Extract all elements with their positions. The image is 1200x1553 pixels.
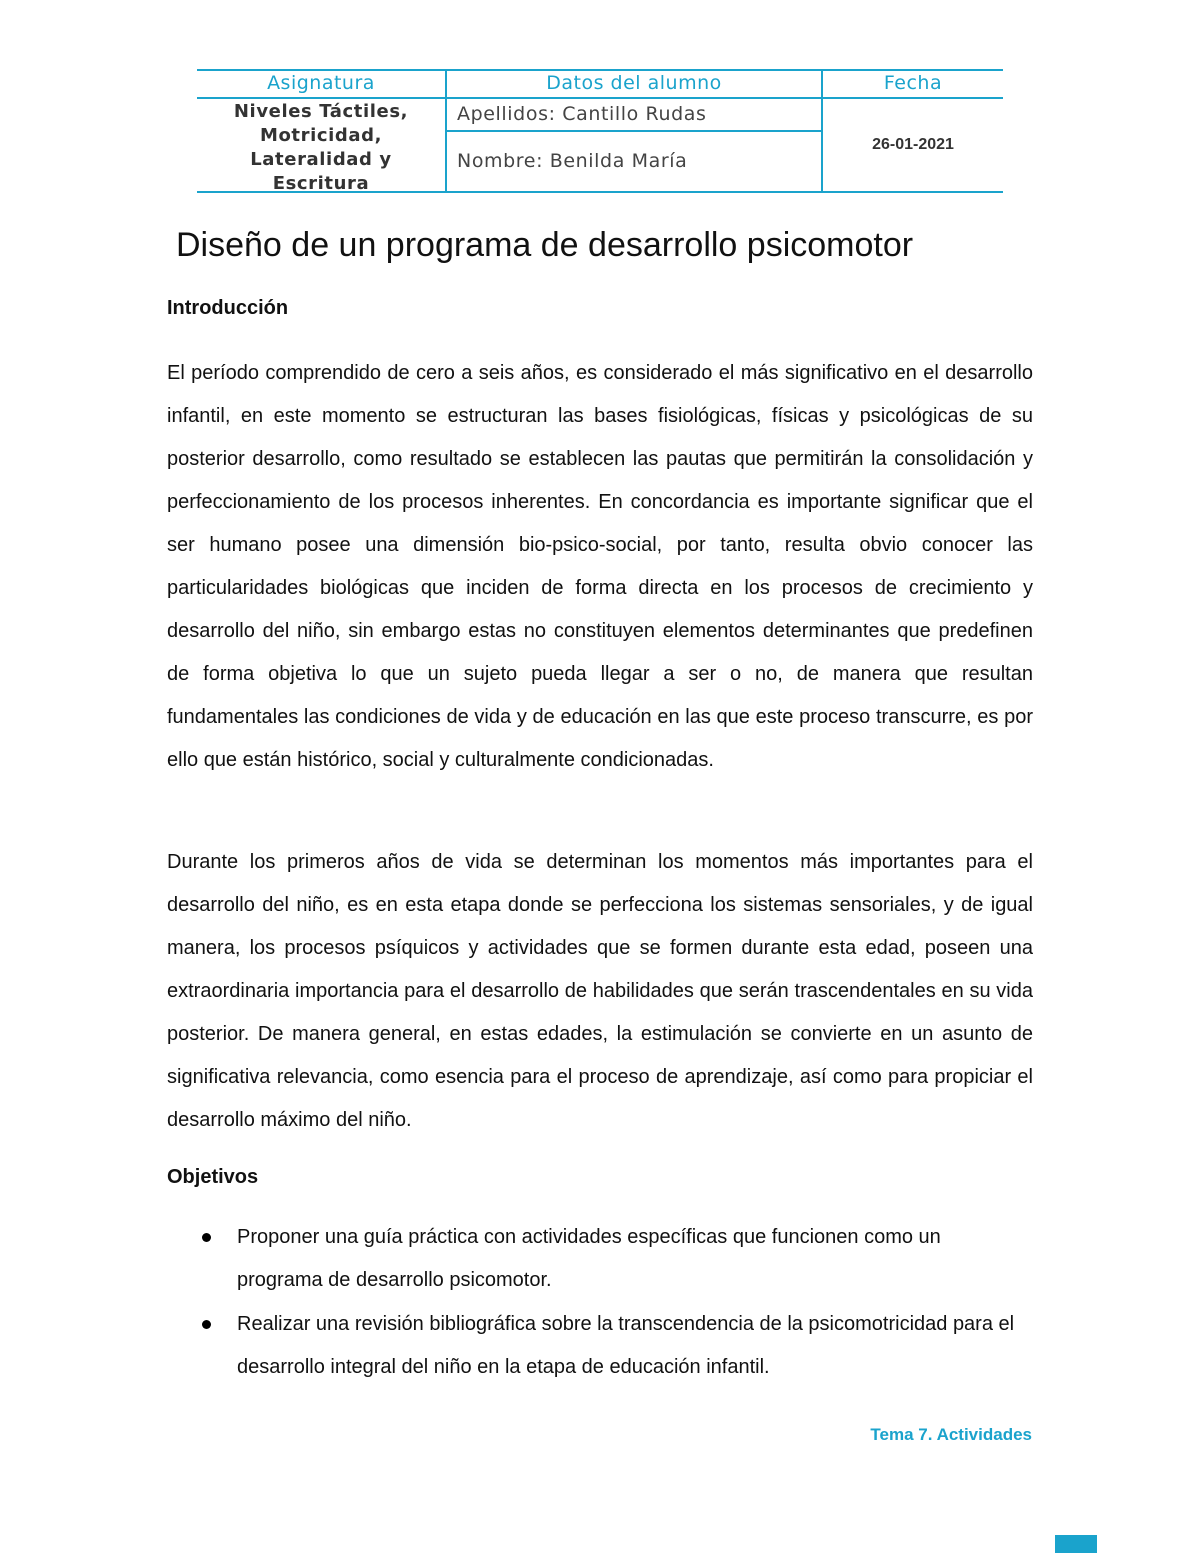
introduction-heading: Introducción <box>167 297 289 319</box>
list-item <box>200 1216 1020 1302</box>
table-header-divider <box>197 97 1003 99</box>
document-title: Diseño de un programa de desarrollo psicomotor <box>176 226 914 264</box>
objectives-list <box>200 1216 1020 1390</box>
student-name: Nombre: Benilda María <box>457 150 688 172</box>
list-item <box>200 1303 1020 1389</box>
objectives-heading: Objetivos <box>167 1166 259 1188</box>
page-number-tab <box>1055 1535 1097 1553</box>
table-student-divider <box>445 130 823 132</box>
subject-name <box>197 100 445 196</box>
column-header-student: Datos del alumno <box>546 72 722 94</box>
bullet-icon <box>202 1320 211 1329</box>
header-table <box>197 69 1003 193</box>
subject-line: Motricidad, <box>259 125 383 146</box>
subject-line: Escritura <box>272 173 370 194</box>
student-surname: Apellidos: Cantillo Rudas <box>457 103 707 125</box>
objective-text: Proponer una guía práctica con actividades específicas que funcionen como un programa de desarrollo psicomotor. <box>237 1226 941 1291</box>
subject-line: Niveles Táctiles, <box>233 101 409 122</box>
introduction-paragraph-1: El período comprendido de cero a seis años, es considerado el más significativo en el desarrollo infantil, en este momento se estructuran las bases fisiológicas, físicas y psicológicas de su posterior desarrollo, como resultado se establecen las pautas que permitirán la consolidación y perfeccionamiento de los procesos inherentes. En concordancia es importante significar que el ser humano posee una dimensión bio-psico-social, por tanto, resulta obvio conocer las particularidades biológicas que inciden de forma directa en los procesos de crecimiento y desarrollo del niño, sin embargo estas no constituyen elementos determinantes que predefinen de forma objetiva lo que un sujeto pueda llegar a ser o no, de manera que resultan fundamentales las condiciones de vida y de educación en las que este proceso transcurre, es por ello que están histórico, social y culturalmente condicionadas. <box>167 362 1033 771</box>
footer-topic-label: Tema 7. Actividades <box>870 1425 1032 1444</box>
submission-date: 26-01-2021 <box>872 136 954 153</box>
column-header-subject: Asignatura <box>267 72 375 94</box>
introduction-paragraph-2: Durante los primeros años de vida se determinan los momentos más importantes para el desarrollo del niño, es en esta etapa donde se perfecciona los sistemas sensoriales, y de igual manera, los procesos psíquicos y actividades que se formen durante esta edad, poseen una extraordinaria importancia para el desarrollo de habilidades que serán trascendentales en su vida posterior. De manera general, en estas edades, la estimulación se convierte en un asunto de significativa relevancia, como esencia para el proceso de aprendizaje, así como para propiciar el desarrollo máximo del niño. <box>167 851 1033 1131</box>
subject-line: Lateralidad y <box>250 149 392 170</box>
column-header-date: Fecha <box>883 72 943 94</box>
bullet-icon <box>202 1233 211 1242</box>
objective-text: Realizar una revisión bibliográfica sobre la transcendencia de la psicomotricidad para el desarrollo integral del niño en la etapa de educación infantil. <box>237 1313 1015 1378</box>
